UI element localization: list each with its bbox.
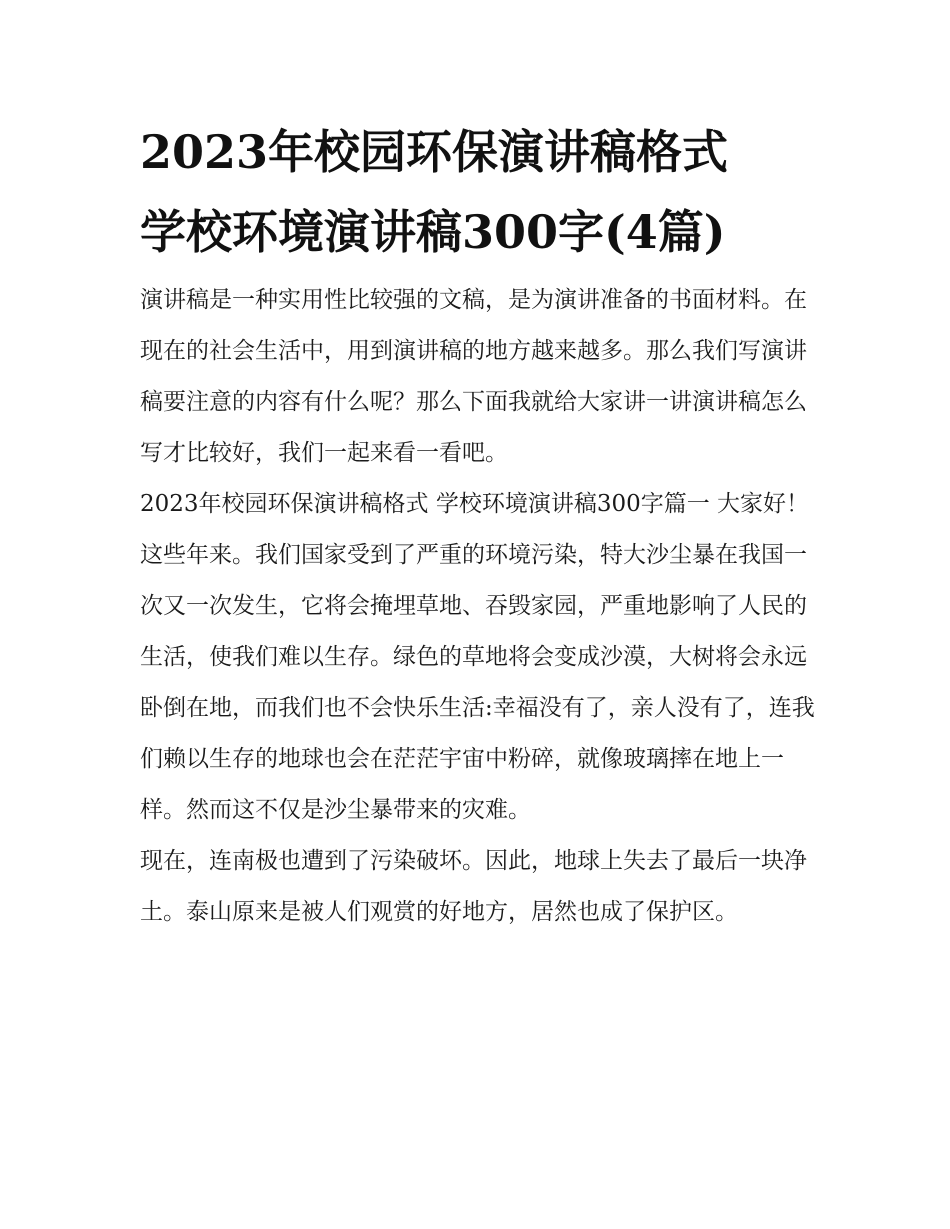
document-title bbox=[140, 112, 830, 272]
title-line-2: 学校环境演讲稿300字(4篇) bbox=[140, 205, 726, 259]
paragraph-section-heading: 2023年校园环保演讲稿格式 学校环境演讲稿300字篇一 大家好！ bbox=[140, 491, 810, 517]
paragraph-pollution: 这些年来。我们国家受到了严重的环境污染，特大沙尘暴在我国一次又一次发生，它将会掩埋草地、吞毁家园，严重地影响了人民的生活，使我们难以生存。绿色的草地将会变成沙漠，大树将会永远卧倒在地，而我们也不会快乐生活:幸福没有了，亲人没有了，连我们赖以生存的地球也会在茫茫宇宙中粉碎，就像玻璃摔在地上一样。然而这不仅是沙尘暴带来的灾难。 bbox=[140, 542, 815, 823]
paragraph-intro: 演讲稿是一种实用性比较强的文稿，是为演讲准备的书面材料。在现在的社会生活中，用到演讲稿的地方越来越多。那么我们写演讲稿要注意的内容有什么呢？那么下面我就给大家讲一讲演讲稿怎么写才比较好，我们一起来看一看吧。 bbox=[140, 287, 807, 466]
paragraph-antarctica: 现在，连南极也遭到了污染破坏。因此，地球上失去了最后一块净土。泰山原来是被人们观赏的好地方，居然也成了保护区。 bbox=[140, 848, 807, 925]
document-body bbox=[140, 275, 816, 938]
title-line-1: 2023年校园环保演讲稿格式 bbox=[140, 125, 729, 179]
